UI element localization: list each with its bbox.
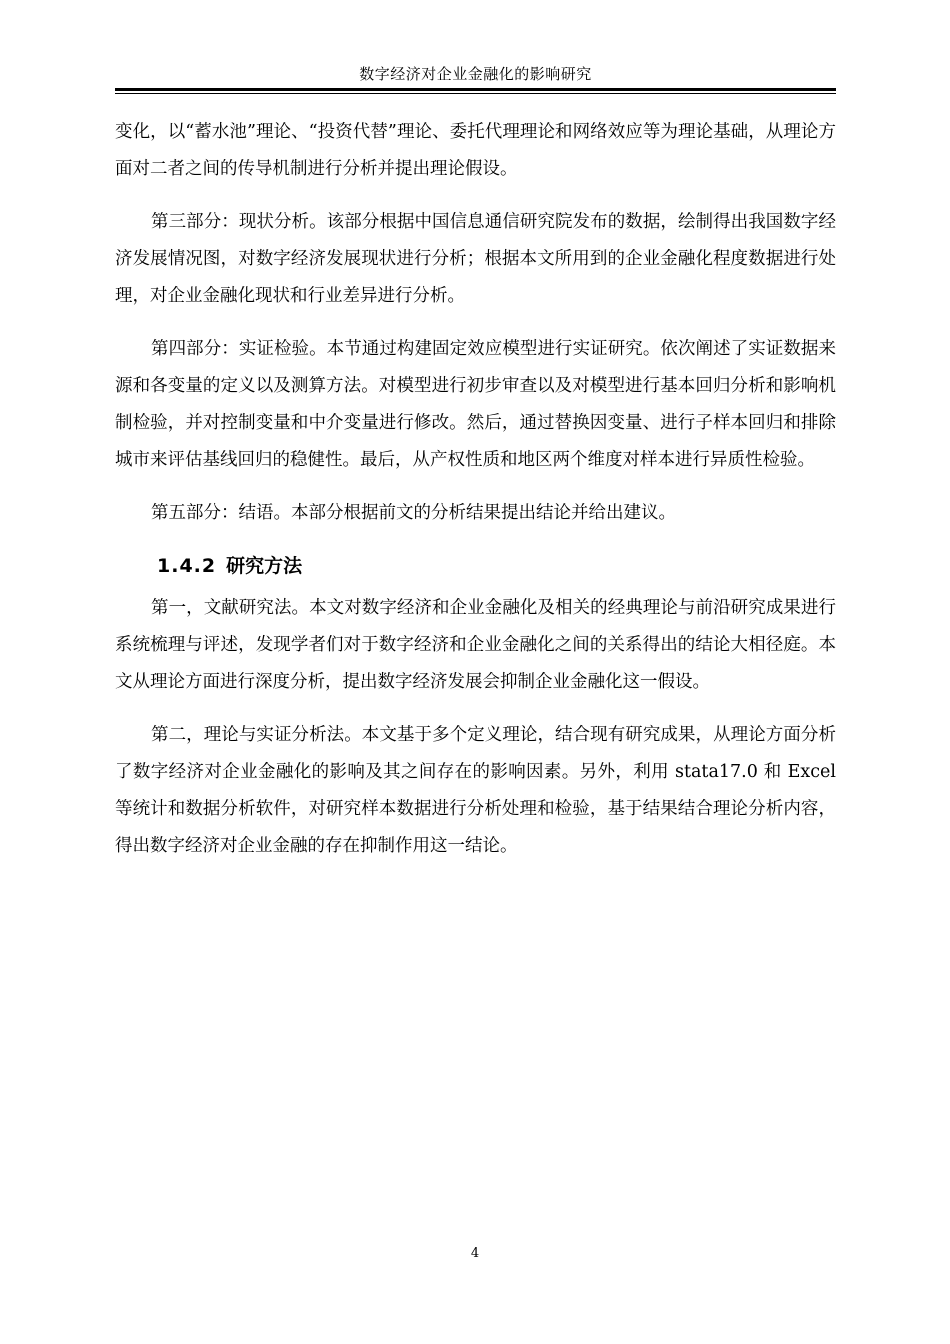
paragraph-part-three: 第三部分：现状分析。该部分根据中国信息通信研究院发布的数据，绘制得出我国数字经济发展情况图，对数字经济发展现状进行分析；根据本文所用到的企业金融化程度数据进行处理，对企业金融化现状和行业差异进行分析。 <box>115 212 836 306</box>
document-body <box>115 114 836 881</box>
section-heading <box>115 548 836 584</box>
paragraph-method-two: 第二，理论与实证分析法。本文基于多个定义理论，结合现有研究成果，从理论方面分析了数字经济对企业金融化的影响及其之间存在的影响因素。另外，利用 stata17.0 和 Excel 等统计和数据分析软件，对研究样本数据进行分析处理和检验，基于结果结合理论分析内容，得出数字经济对企业金融的存在抑制作用这一结论。 <box>115 725 836 856</box>
header-rule-thin <box>115 93 836 94</box>
running-header: 数字经济对企业金融化的影响研究 <box>359 65 592 83</box>
paragraph-part-four: 第四部分：实证检验。本节通过构建固定效应模型进行实证研究。依次阐述了实证数据来源和各变量的定义以及测算方法。对模型进行初步审查以及对模型进行基本回归分析和影响机制检验，并对控制变量和中介变量进行修改。然后，通过替换因变量、进行子样本回归和排除城市来评估基线回归的稳健性。最后，从产权性质和地区两个维度对样本进行异质性检验。 <box>115 339 836 470</box>
section-number: 1.4.2 <box>157 555 217 577</box>
paragraph-continuation: 变化，以“蓄水池”理论、“投资代替”理论、委托代理理论和网络效应等为理论基础，从理论方面对二者之间的传导机制进行分析并提出理论假设。 <box>115 122 836 179</box>
section-title: 研究方法 <box>226 555 303 577</box>
page-number: 4 <box>470 1246 480 1261</box>
paragraph-method-one: 第一，文献研究法。本文对数字经济和企业金融化及相关的经典理论与前沿研究成果进行系统梳理与评述，发现学者们对于数字经济和企业金融化之间的关系得出的结论大相径庭。本文从理论方面进行深度分析，提出数字经济发展会抑制企业金融化这一假设。 <box>115 598 836 692</box>
paragraph-part-five: 第五部分：结语。本部分根据前文的分析结果提出结论并给出建议。 <box>151 503 676 523</box>
header-rule-thick <box>115 88 836 91</box>
